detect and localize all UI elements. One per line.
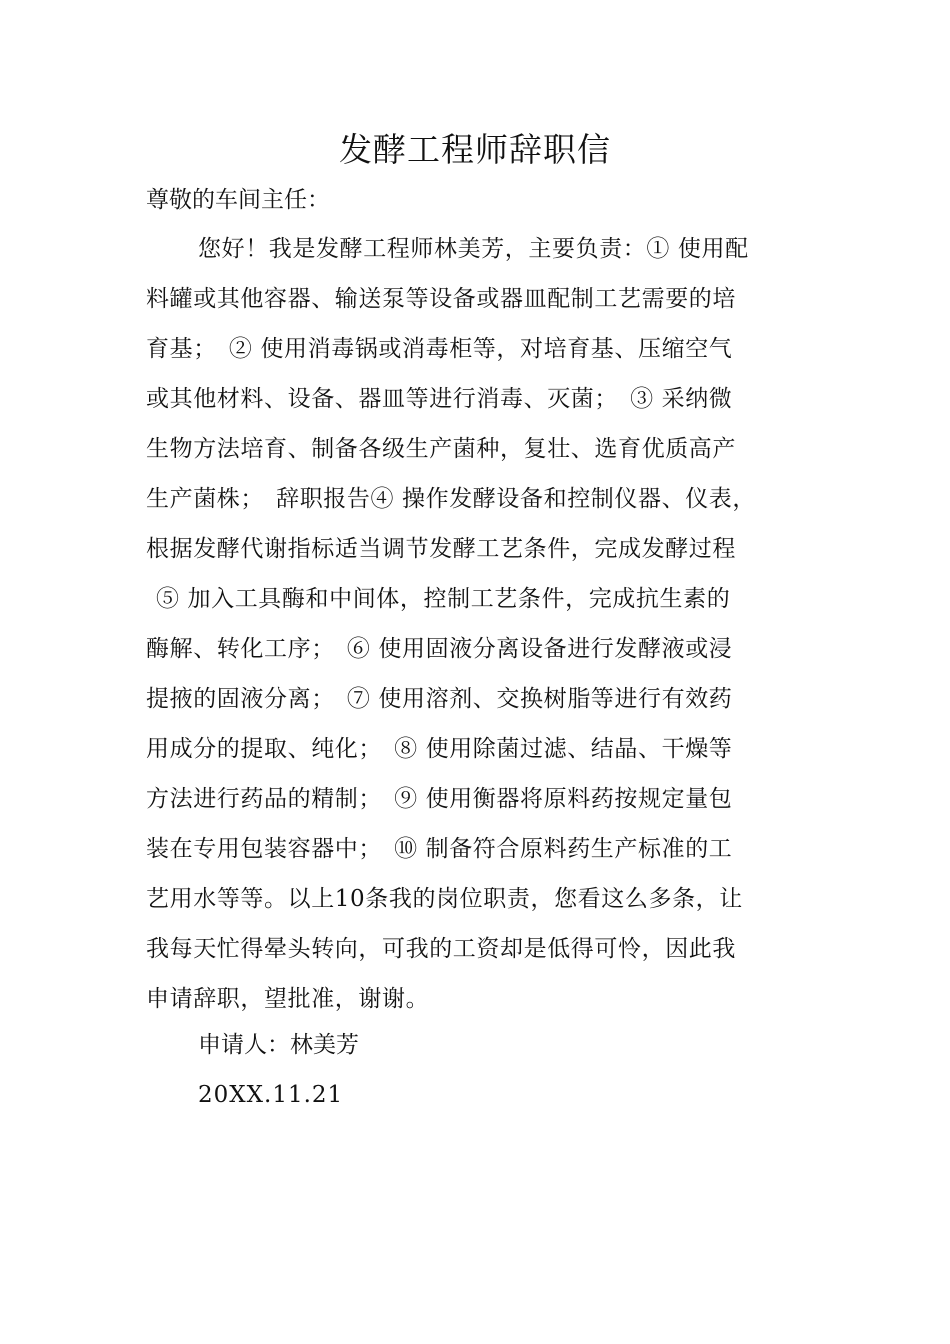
body-line: ⑤ 加入工具酶和中间体，控制工艺条件，完成抗生素的 bbox=[156, 586, 731, 612]
body-line: 装在专用包装容器中； ⑩ 制备符合原料药生产标准的工 bbox=[146, 836, 733, 862]
letter-body bbox=[146, 230, 836, 1030]
body-line: 提掖的固液分离； ⑦ 使用溶剂、交换树脂等进行有效药 bbox=[146, 686, 733, 712]
body-line: 料罐或其他容器、输送泵等设备或器皿配制工艺需要的培 bbox=[146, 286, 736, 312]
body-line: 或其他材料、设备、器皿等进行消毒、灭菌； ③ 采纳微 bbox=[146, 386, 733, 412]
body-line: 方法进行药品的精制； ⑨ 使用衡器将原料药按规定量包 bbox=[146, 786, 733, 812]
body-line: 生产菌株； 辞职报告④ 操作发酵设备和控制仪器、仪表， bbox=[146, 486, 757, 512]
body-line: 艺用水等等。以上10条我的岗位职责，您看这么多条，让 bbox=[146, 886, 743, 912]
body-line: 我每天忙得晕头转向，可我的工资却是低得可怜，因此我 bbox=[146, 936, 736, 962]
date-line: 20XX.11.21 bbox=[198, 1082, 344, 1108]
body-line: 育基； ② 使用消毒锅或消毒柜等，对培育基、压缩空气 bbox=[146, 336, 733, 362]
body-line: 生物方法培育、制备各级生产菌种，复壮、选育优质高产 bbox=[146, 436, 736, 462]
document-title: 发酵工程师辞职信 bbox=[339, 130, 611, 169]
body-line: 酶解、转化工序； ⑥ 使用固液分离设备进行发酵液或浸 bbox=[146, 636, 733, 662]
body-line: 根据发酵代谢指标适当调节发酵工艺条件，完成发酵过程 bbox=[146, 536, 736, 562]
signer-line: 申请人：林美芳 bbox=[198, 1032, 359, 1058]
body-line: 用成分的提取、纯化； ⑧ 使用除菌过滤、结晶、干燥等 bbox=[146, 736, 733, 762]
body-line: 申请辞职，望批准，谢谢。 bbox=[146, 986, 430, 1012]
body-line: 您好！我是发酵工程师林美芳，主要负责：① 使用配 bbox=[198, 236, 749, 262]
salutation: 尊敬的车间主任： bbox=[146, 187, 330, 213]
